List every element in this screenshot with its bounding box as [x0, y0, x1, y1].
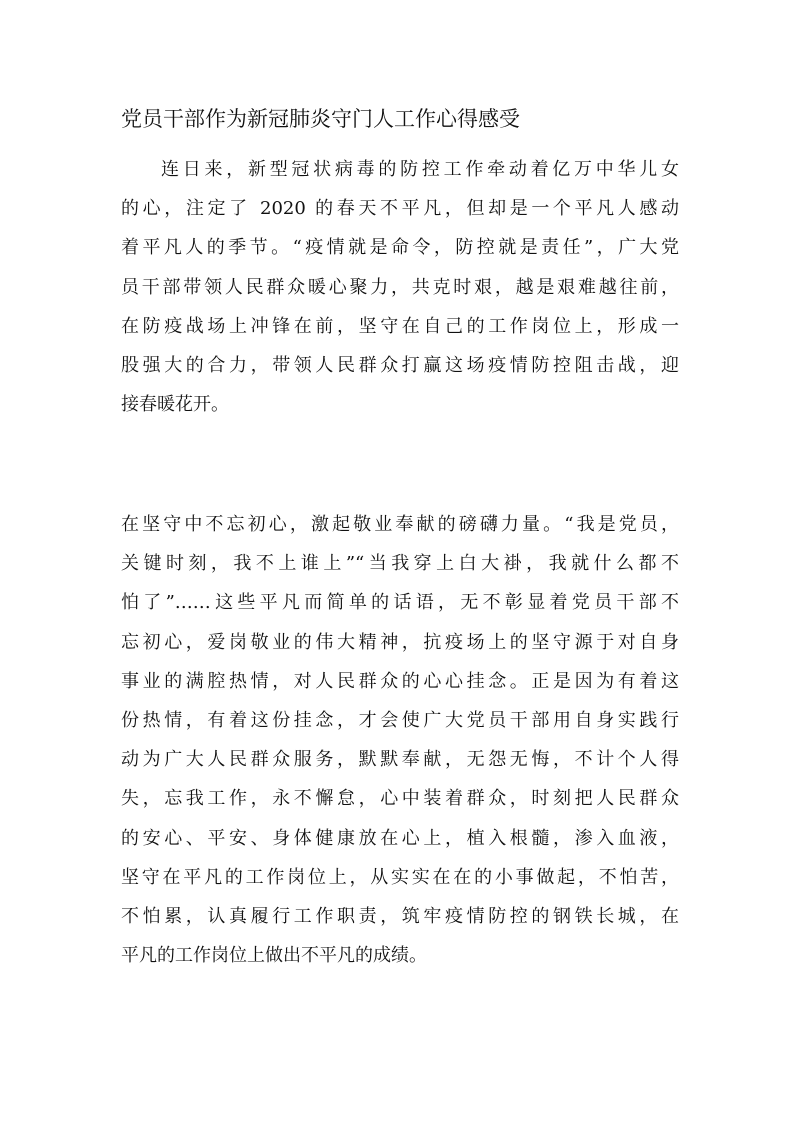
paragraph-line: 不怕累，认真履行工作职责，筑牢疫情防控的钢铁长城，在 — [121, 905, 679, 927]
paragraph-line: 失，忘我工作，永不懈怠，心中装着群众，时刻把人民群众 — [121, 788, 679, 810]
paragraph-line: 接春暖花开。 — [121, 394, 229, 416]
paragraph-line: 事业的满腔热情，对人民群众的心心挂念。正是因为有着这 — [121, 670, 679, 692]
paragraph-line: 着平凡人的季节。“疫情就是命令，防控就是责任”，广大党 — [121, 237, 679, 259]
paragraph-line: 员干部带领人民群众暖心聚力，共克时艰，越是艰难越往前， — [121, 276, 679, 298]
paragraph-line: 连日来，新型冠状病毒的防控工作牵动着亿万中华儿女 — [161, 159, 679, 180]
paragraph-line: 在坚守中不忘初心，激起敬业奉献的磅礴力量。“我是党员， — [121, 514, 679, 535]
paragraph-line: 在防疫战场上冲锋在前，坚守在自己的工作岗位上，形成一 — [121, 315, 679, 337]
paragraph-line: 忘初心，爱岗敬业的伟大精神，抗疫场上的坚守源于对自身 — [121, 631, 679, 653]
paragraph-line: 动为广大人民群众服务，默默奉献，无怨无悔，不计个人得 — [121, 749, 679, 771]
paragraph-line: 坚守在平凡的工作岗位上，从实实在在的小事做起，不怕苦， — [121, 866, 679, 888]
paragraph-2 — [121, 505, 679, 975]
paragraph-line: 平凡的工作岗位上做出不平凡的成绩。 — [121, 945, 427, 967]
paragraph-1 — [121, 150, 679, 424]
paragraph-line: 的心，注定了 2020 的春天不平凡，但却是一个平凡人感动 — [121, 198, 679, 220]
paragraph-line: 股强大的合力，带领人民群众打赢这场疫情防控阻击战，迎 — [121, 354, 679, 376]
document-title: 党员干部作为新冠肺炎守门人工作心得感受 — [121, 107, 520, 131]
paragraph-line: 关键时刻，我不上谁上”“当我穿上白大褂，我就什么都不 — [121, 553, 679, 575]
paragraph-line: 份热情，有着这份挂念，才会使广大党员干部用自身实践行 — [121, 709, 679, 731]
paragraph-line: 怕了”……这些平凡而简单的话语，无不彰显着党员干部不 — [121, 592, 679, 614]
paragraph-line: 的安心、平安、身体健康放在心上，植入根髓，渗入血液， — [121, 827, 679, 849]
